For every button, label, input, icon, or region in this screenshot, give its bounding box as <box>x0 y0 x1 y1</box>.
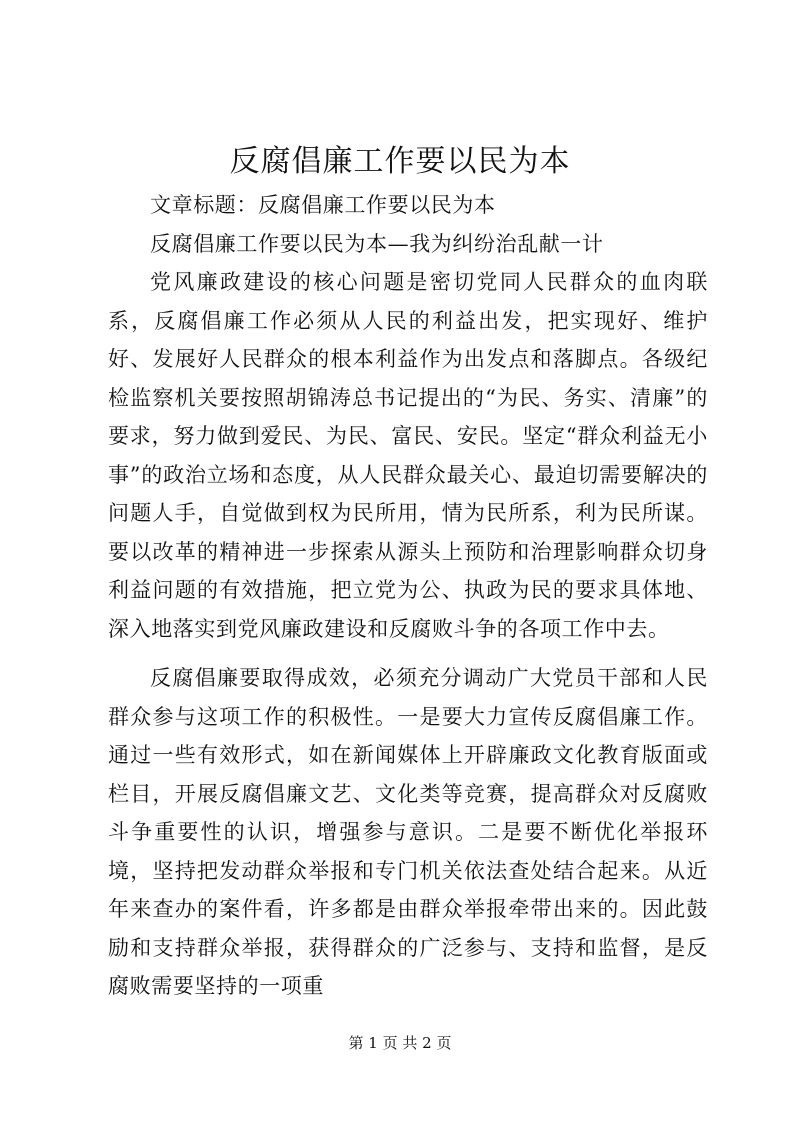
page-footer: 第 1 页 共 2 页 <box>348 1034 452 1052</box>
body-paragraph-1: 党风廉政建设的核心问题是密切党同人民群众的血肉联系，反腐倡廉工作必须从人民的利益出发，把实现好、维护好、发展好人民群众的根本利益作为出发点和落脚点。各级纪检监察机关要按照胡锦涛总书记提出的“为民、务实、清廉”的要求，努力做到爱民、为民、富民、安民。坚定“群众利益无小事”的政治立场和态度，从人民群众最关心、最迫切需要解决的问题人手，自觉做到权为民所用，情为民所系，利为民所谋。要以改革的精神进一步探索从源头上预防和治理影响群众切身利益问题的有效措施，把立党为公、执政为民的要求具体地、深入地落实到党风廉政建设和反腐败斗争的各项工作中去。 <box>108 270 708 641</box>
article-title-line: 文章标题：反腐倡廉工作要以民为本 <box>150 193 496 217</box>
subtitle-line: 反腐倡廉工作要以民为本—我为纠纷治乱献一计 <box>150 231 604 256</box>
document-title: 反腐倡廉工作要以民为本 <box>229 144 571 179</box>
document-body <box>108 186 708 1006</box>
body-paragraph-2: 反腐倡廉要取得成效，必须充分调动广大党员干部和人民群众参与这项工作的积极性。一是要大力宣传反腐倡廉工作。通过一些有效形式，如在新闻媒体上开辟廉政文化教育版面或栏目，开展反腐倡廉文艺、文化类等竞赛，提高群众对反腐败斗争重要性的认识，增强参与意识。二是要不断优化举报环境，坚持把发动群众举报和专门机关依法查处结合起来。从近年来查办的案件看，许多都是由群众举报牵带出来的。因此鼓励和支持群众举报，获得群众的广泛参与、支持和监督，是反腐败需要坚持的一项重 <box>108 666 708 998</box>
